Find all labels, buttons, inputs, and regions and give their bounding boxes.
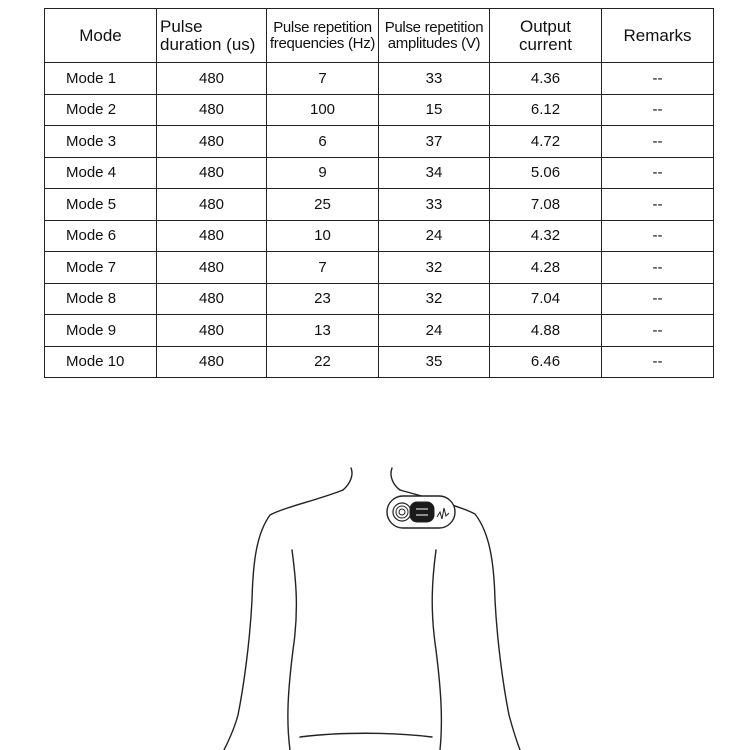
cell-frequency: 100 <box>267 94 379 126</box>
cell-frequency: 25 <box>267 189 379 221</box>
header-pulse-duration-line2: duration (us) <box>160 34 256 54</box>
header-output-current <box>490 9 602 63</box>
cell-remarks: -- <box>602 157 714 189</box>
cell-mode: Mode 4 <box>45 157 157 189</box>
cell-amplitude: 32 <box>379 283 490 315</box>
cell-current: 4.72 <box>490 126 602 158</box>
mode-parameters-table <box>44 8 714 378</box>
header-mode: Mode <box>45 9 157 63</box>
header-pulse-frequency-line2: frequencies (Hz) <box>269 34 376 52</box>
cell-mode: Mode 2 <box>45 94 157 126</box>
table-row <box>45 346 714 378</box>
cell-mode: Mode 7 <box>45 252 157 284</box>
cell-mode: Mode 6 <box>45 220 157 252</box>
table-row <box>45 157 714 189</box>
waist-line <box>300 733 432 737</box>
header-pulse-duration-line1: Pulse <box>160 16 203 36</box>
header-output-current-line2: current <box>519 34 572 54</box>
cell-duration: 480 <box>157 346 267 378</box>
cell-remarks: -- <box>602 189 714 221</box>
cell-duration: 480 <box>157 63 267 95</box>
cell-amplitude: 33 <box>379 63 490 95</box>
body-outline-illustration <box>0 440 750 750</box>
cell-frequency: 22 <box>267 346 379 378</box>
table-row <box>45 315 714 347</box>
tens-device-icon <box>387 496 455 528</box>
cell-mode: Mode 1 <box>45 63 157 95</box>
cell-duration: 480 <box>157 283 267 315</box>
table-row <box>45 63 714 95</box>
cell-amplitude: 37 <box>379 126 490 158</box>
cell-frequency: 6 <box>267 126 379 158</box>
cell-current: 6.46 <box>490 346 602 378</box>
header-pulse-duration <box>157 9 267 63</box>
cell-remarks: -- <box>602 283 714 315</box>
cell-remarks: -- <box>602 346 714 378</box>
cell-remarks: -- <box>602 220 714 252</box>
cell-duration: 480 <box>157 252 267 284</box>
cell-duration: 480 <box>157 189 267 221</box>
header-pulse-frequency-line1: Pulse repetition <box>273 18 372 36</box>
cell-current: 4.88 <box>490 315 602 347</box>
cell-current: 5.06 <box>490 157 602 189</box>
table-row <box>45 189 714 221</box>
cell-mode: Mode 3 <box>45 126 157 158</box>
left-torso-line <box>288 550 297 750</box>
cell-frequency: 9 <box>267 157 379 189</box>
cell-frequency: 7 <box>267 63 379 95</box>
table-row <box>45 220 714 252</box>
cell-frequency: 13 <box>267 315 379 347</box>
cell-amplitude: 24 <box>379 315 490 347</box>
cell-amplitude: 34 <box>379 157 490 189</box>
cell-remarks: -- <box>602 94 714 126</box>
cell-current: 7.08 <box>490 189 602 221</box>
cell-remarks: -- <box>602 252 714 284</box>
header-output-current-line1: Output <box>519 16 572 36</box>
header-pulse-amplitude-line1: Pulse repetition <box>384 18 484 36</box>
header-remarks: Remarks <box>602 9 714 63</box>
cell-current: 4.32 <box>490 220 602 252</box>
cell-frequency: 7 <box>267 252 379 284</box>
cell-duration: 480 <box>157 315 267 347</box>
right-shoulder-outline <box>400 490 520 750</box>
table-row <box>45 283 714 315</box>
cell-frequency: 10 <box>267 220 379 252</box>
table-header-row <box>45 9 714 63</box>
cell-amplitude: 24 <box>379 220 490 252</box>
cell-duration: 480 <box>157 94 267 126</box>
cell-mode: Mode 8 <box>45 283 157 315</box>
cell-remarks: -- <box>602 126 714 158</box>
cell-remarks: -- <box>602 315 714 347</box>
cell-current: 7.04 <box>490 283 602 315</box>
header-pulse-amplitude <box>379 9 490 63</box>
cell-amplitude: 15 <box>379 94 490 126</box>
cell-current: 4.36 <box>490 63 602 95</box>
cell-amplitude: 32 <box>379 252 490 284</box>
left-shoulder-outline <box>224 490 343 750</box>
cell-mode: Mode 10 <box>45 346 157 378</box>
neck-right-line <box>391 468 400 490</box>
table-row <box>45 252 714 284</box>
cell-mode: Mode 5 <box>45 189 157 221</box>
cell-remarks: -- <box>602 63 714 95</box>
cell-amplitude: 35 <box>379 346 490 378</box>
neck-left-line <box>343 468 352 490</box>
table-row <box>45 126 714 158</box>
right-torso-line <box>432 550 441 750</box>
cell-duration: 480 <box>157 220 267 252</box>
cell-amplitude: 33 <box>379 189 490 221</box>
cell-duration: 480 <box>157 126 267 158</box>
cell-frequency: 23 <box>267 283 379 315</box>
header-pulse-frequency <box>267 9 379 63</box>
cell-duration: 480 <box>157 157 267 189</box>
header-pulse-amplitude-line2: amplitudes (V) <box>387 34 481 52</box>
cell-mode: Mode 9 <box>45 315 157 347</box>
cell-current: 4.28 <box>490 252 602 284</box>
table-row <box>45 94 714 126</box>
cell-current: 6.12 <box>490 94 602 126</box>
